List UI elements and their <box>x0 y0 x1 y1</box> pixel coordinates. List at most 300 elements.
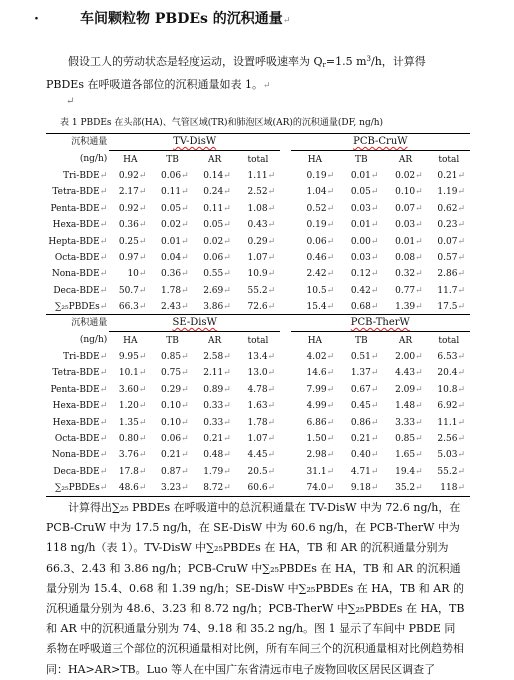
table-row <box>46 201 470 217</box>
return-mark-icon: ↵ <box>370 170 379 181</box>
return-mark-icon: ↵ <box>138 269 147 280</box>
table-cell: 1.50↵ <box>306 433 335 444</box>
return-mark-icon: ↵ <box>326 269 335 280</box>
return-mark-icon: ↵ <box>99 302 108 313</box>
return-mark-icon: ↵ <box>267 450 276 461</box>
row-header: 沉积通量 <box>46 315 109 332</box>
return-mark-icon: ↵ <box>223 302 231 313</box>
table-cell: 2.11↵ <box>203 368 231 379</box>
table-cell: 2.56↵ <box>437 433 465 444</box>
return-mark-icon: ↵ <box>370 220 379 231</box>
table-cell: 0.89↵ <box>203 384 231 395</box>
return-mark-icon: ↵ <box>370 433 379 444</box>
table-cell: 0.01↵ <box>161 236 189 247</box>
table-cell: 3.33↵ <box>395 417 423 428</box>
row-label: Penta-BDE↵ <box>50 203 108 214</box>
column-gap <box>280 431 291 447</box>
row-label: Deca-BDE↵ <box>53 285 108 296</box>
return-mark-icon: ↵ <box>223 236 231 247</box>
column-gap <box>280 233 291 249</box>
m-superscript: 3 <box>366 55 371 63</box>
return-mark-icon: ↵ <box>370 401 379 412</box>
return-mark-icon: ↵ <box>415 302 423 313</box>
table-cell: 0.43↵ <box>247 220 276 231</box>
row-label: Hexa-BDE↵ <box>52 220 108 231</box>
table-cell: 0.29↵ <box>247 236 276 247</box>
return-mark-icon: ↵ <box>99 285 108 296</box>
table-cell: 17.5↵ <box>437 302 465 313</box>
bullet-icon: · <box>34 11 39 27</box>
return-mark-icon: ↵ <box>370 269 379 280</box>
return-mark-icon: ↵ <box>181 417 189 428</box>
table-cell: 0.04↵ <box>161 252 189 263</box>
table-cell: 0.03↵ <box>350 252 379 263</box>
return-mark-icon: ↵ <box>181 433 189 444</box>
table-caption: 表 1 PBDEs 在头部(HA)、气管区域(TR)和肺泡区域(AR)的沉积通量(DF, ng/h) <box>60 118 384 128</box>
return-mark-icon: ↵ <box>181 351 189 362</box>
table-row <box>46 168 470 184</box>
table-cell: 4.78↵ <box>247 384 276 395</box>
return-mark-icon: ↵ <box>138 351 147 362</box>
return-mark-icon: ↵ <box>138 220 147 231</box>
table-cell: 1.39↵ <box>395 302 423 313</box>
table-cell: 48.6↵ <box>109 480 151 497</box>
return-mark-icon: ↵ <box>370 417 379 428</box>
table-cell: 0.77↵ <box>395 285 423 296</box>
table-cell: 0.19↵ <box>306 170 335 181</box>
row-label: Hexa-BDE↵ <box>52 417 108 428</box>
return-mark-icon: ↵ <box>181 269 189 280</box>
return-mark-icon: ↵ <box>99 236 108 247</box>
table-cell: 50.7↵ <box>118 285 147 296</box>
return-mark-icon: ↵ <box>370 483 379 494</box>
return-mark-icon: ↵ <box>181 220 189 231</box>
table-cell: 55.2↵ <box>247 285 276 296</box>
return-mark-icon: ↵ <box>457 302 465 313</box>
return-mark-icon: ↵ <box>99 450 108 461</box>
return-mark-icon: ↵ <box>99 203 108 214</box>
return-mark-icon: ↵ <box>370 351 379 362</box>
table-cell: 4.43↵ <box>395 368 423 379</box>
table-cell: 0.03↵ <box>395 220 423 231</box>
table-cell: 6.92↵ <box>437 401 465 412</box>
return-mark-icon: ↵ <box>415 384 423 395</box>
table-cell: 0.07↵ <box>395 203 423 214</box>
table-row <box>46 299 470 315</box>
return-mark-icon: ↵ <box>370 236 379 247</box>
row-label: Tetra-BDE↵ <box>52 187 108 198</box>
return-mark-icon: ↵ <box>326 466 335 477</box>
return-mark-icon: ↵ <box>223 384 231 395</box>
return-mark-icon: ↵ <box>99 269 108 280</box>
return-mark-icon: ↵ <box>138 368 147 379</box>
table-cell: 3.86↵ <box>203 302 231 313</box>
table-cell: 0.21↵ <box>350 433 379 444</box>
return-mark-icon: ↵ <box>99 384 108 395</box>
return-mark-icon: ↵ <box>181 252 189 263</box>
table-cell: 10.9↵ <box>247 269 276 280</box>
return-mark-icon: ↵ <box>326 450 335 461</box>
return-mark-icon: ↵ <box>223 285 231 296</box>
return-mark-icon: ↵ <box>181 483 189 494</box>
table-cell: 13.0↵ <box>247 368 276 379</box>
table-cell: 10↵ <box>127 269 147 280</box>
table-cell: 1.78↵ <box>247 417 276 428</box>
table-cell: 10.5↵ <box>306 285 335 296</box>
table-cell: 0.07↵ <box>437 236 465 247</box>
return-mark-icon: ↵ <box>181 187 189 198</box>
table-cell: 0.05↵ <box>350 187 379 198</box>
table-cell: 5.03↵ <box>437 450 465 461</box>
row-label: Nona-BDE↵ <box>51 450 108 461</box>
return-mark-icon: ↵ <box>326 170 335 181</box>
table-cell: 11.7↵ <box>437 285 465 296</box>
table-cell: 0.42↵ <box>350 285 379 296</box>
table-row <box>46 250 470 266</box>
table-cell: 2.42↵ <box>306 269 335 280</box>
return-mark-icon: ↵ <box>267 351 276 362</box>
return-mark-icon: ↵ <box>326 368 335 379</box>
col-header: HA <box>307 154 323 165</box>
column-gap <box>280 414 291 430</box>
table-cell: 0.06↵ <box>161 170 189 181</box>
return-mark-icon: ↵ <box>326 417 335 428</box>
col-header: HA <box>123 335 138 346</box>
return-mark-icon: ↵ <box>457 351 465 362</box>
return-mark-icon: ↵ <box>262 81 271 91</box>
return-mark-icon: ↵ <box>415 483 423 494</box>
return-mark-icon: ↵ <box>415 187 423 198</box>
table-cell: 2.86↵ <box>437 269 465 280</box>
return-mark-icon: ↵ <box>267 417 276 428</box>
table-cell: 20.5↵ <box>247 466 276 477</box>
table-cell: 0.03↵ <box>350 203 379 214</box>
table-cell: 14.6↵ <box>306 368 335 379</box>
return-mark-icon: ↵ <box>457 220 465 231</box>
table-cell: 15.4↵ <box>306 302 335 313</box>
table-row <box>46 480 470 497</box>
table-cell: 0.62↵ <box>437 203 465 214</box>
return-mark-icon: ↵ <box>138 433 147 444</box>
return-mark-icon: ↵ <box>99 220 108 231</box>
table-cell: 1.35↵ <box>118 417 147 428</box>
return-mark-icon: ↵ <box>223 203 231 214</box>
group-header-right: PCB-CruW <box>291 134 470 151</box>
return-mark-icon: ↵ <box>138 483 147 494</box>
row-label: Hexa-BDE↵ <box>52 401 108 412</box>
return-mark-icon: ↵ <box>99 368 108 379</box>
return-mark-icon: ↵ <box>457 187 465 198</box>
table-cell: 0.10↵ <box>161 401 189 412</box>
return-mark-icon: ↵ <box>415 401 423 412</box>
table-cell: 1.07↵ <box>247 433 276 444</box>
return-mark-icon: ↵ <box>326 351 335 362</box>
table-cell: 0.25↵ <box>118 236 147 247</box>
table-cell: 9.18↵ <box>339 480 383 497</box>
col-header: TB <box>354 335 368 346</box>
paragraph-mark-icon: ↵ <box>66 96 75 107</box>
table-cell: 1.63↵ <box>247 401 276 412</box>
row-label: Tri-BDE↵ <box>63 170 108 181</box>
table-cell: 0.46↵ <box>306 252 335 263</box>
column-gap <box>280 464 291 480</box>
return-mark-icon: ↵ <box>457 483 465 494</box>
table-cell: 20.4↵ <box>437 368 465 379</box>
return-mark-icon: ↵ <box>223 368 231 379</box>
return-mark-icon: ↵ <box>370 384 379 395</box>
return-mark-icon: ↵ <box>326 187 335 198</box>
col-header: TB <box>354 154 368 165</box>
column-gap <box>280 283 291 299</box>
row-label: ∑₂₅PBDEs↵ <box>55 302 108 313</box>
table-cell: 4.45↵ <box>247 450 276 461</box>
return-mark-icon: ↵ <box>415 220 423 231</box>
return-mark-icon: ↵ <box>138 417 147 428</box>
return-mark-icon: ↵ <box>181 450 189 461</box>
group-header-left: SE-DisW <box>109 315 280 332</box>
col-header: TB <box>166 154 179 165</box>
row-label: Hepta-BDE↵ <box>48 236 108 247</box>
table-cell: 60.6↵ <box>236 480 280 497</box>
column-gap <box>280 299 291 315</box>
table-cell: 11.1↵ <box>437 417 465 428</box>
heading-text: 车间颗粒物 PBDEs 的沉积通量 <box>80 11 283 27</box>
table-cell: 2.17↵ <box>118 187 147 198</box>
table-cell: 10.8↵ <box>437 384 465 395</box>
return-mark-icon: ↵ <box>138 285 147 296</box>
row-label: Nona-BDE↵ <box>51 269 108 280</box>
table-row <box>46 447 470 463</box>
return-mark-icon: ↵ <box>370 252 379 263</box>
table-row <box>46 398 470 414</box>
table-cell: 0.21↵ <box>161 450 189 461</box>
return-mark-icon: ↵ <box>138 450 147 461</box>
table-cell: 0.12↵ <box>350 269 379 280</box>
column-gap <box>280 201 291 217</box>
table-cell: 0.11↵ <box>203 203 231 214</box>
return-mark-icon: ↵ <box>223 433 231 444</box>
table-cell: 2.58↵ <box>203 351 231 362</box>
return-mark-icon: ↵ <box>138 384 147 395</box>
column-gap <box>280 349 291 365</box>
table-row <box>46 283 470 299</box>
table-cell: 0.02↵ <box>395 170 423 181</box>
return-mark-icon: ↵ <box>181 285 189 296</box>
col-header: total <box>247 154 269 165</box>
return-mark-icon: ↵ <box>457 203 465 214</box>
table-cell: 0.67↵ <box>350 384 379 395</box>
table-cell: 0.80↵ <box>118 433 147 444</box>
table-cell: 0.21↵ <box>203 433 231 444</box>
table-row <box>46 431 470 447</box>
column-gap <box>280 398 291 414</box>
return-mark-icon: ↵ <box>267 384 276 395</box>
table-cell: 0.24↵ <box>203 187 231 198</box>
column-gap <box>280 184 291 200</box>
return-mark-icon: ↵ <box>326 252 335 263</box>
return-mark-icon: ↵ <box>457 384 465 395</box>
return-mark-icon: ↵ <box>99 417 108 428</box>
table-cell: 0.45↵ <box>350 401 379 412</box>
return-mark-icon: ↵ <box>326 401 335 412</box>
table-cell: 0.33↵ <box>203 417 231 428</box>
return-mark-icon: ↵ <box>223 483 231 494</box>
return-mark-icon: ↵ <box>457 368 465 379</box>
return-mark-icon: ↵ <box>415 252 423 263</box>
return-mark-icon: ↵ <box>370 450 379 461</box>
table-cell: 2.98↵ <box>306 450 335 461</box>
table-cell: 0.05↵ <box>161 203 189 214</box>
return-mark-icon: ↵ <box>415 236 423 247</box>
return-mark-icon: ↵ <box>99 187 108 198</box>
return-mark-icon: ↵ <box>223 466 231 477</box>
return-mark-icon: ↵ <box>267 466 276 477</box>
intro-paragraph <box>46 50 466 96</box>
table-cell: 0.06↵ <box>203 252 231 263</box>
table-cell: 0.11↵ <box>161 187 189 198</box>
return-mark-icon: ↵ <box>223 351 231 362</box>
table-cell: 1.78↵ <box>161 285 189 296</box>
intro-text-2: =1.5 m <box>325 55 367 68</box>
table-cell: 2.09↵ <box>395 384 423 395</box>
table-row <box>46 266 470 282</box>
table-cell: 0.10↵ <box>395 187 423 198</box>
table-cell: 0.57↵ <box>437 252 465 263</box>
return-mark-icon: ↵ <box>370 203 379 214</box>
return-mark-icon: ↵ <box>138 466 147 477</box>
table-cell: 1.08↵ <box>247 203 276 214</box>
return-mark-icon: ↵ <box>99 401 108 412</box>
return-mark-icon: ↵ <box>138 401 147 412</box>
return-mark-icon: ↵ <box>326 285 335 296</box>
table-cell: 66.3↵ <box>118 302 147 313</box>
table-cell: 72.6↵ <box>247 302 276 313</box>
return-mark-icon: ↵ <box>181 302 189 313</box>
return-mark-icon: ↵ <box>415 269 423 280</box>
row-label: Tetra-BDE↵ <box>52 368 108 379</box>
body-paragraph: 计算得出∑₂₅ PBDEs 在呼吸道中的总沉积通量在 TV-DisW 中为 72.6 ng/h，在 PCB-CruW 中为 17.5 ng/h，在 SE-DisW 中为 60.6 ng/h，在 PCB-TherW 中为 118 ng/h（表 1）。TV-DisW 中∑₂₅PBDEs 在 HA，TB 和 AR 的沉积通量分别为 66.3、2.43 和 3.86 ng/h；PCB-CruW 中∑₂₅PBDEs 在 HA，TB 和 AR 的沉积通量分别为 15.4、0.68 和 1.39 ng/h；SE-DisW 中∑₂₅PBDEs 在 HA，TB 和 AR 的沉积通量分别为 48.6、3.23 和 8.72 ng/h；PCB-TherW 中∑₂₅PBDEs 在 HA，TB 和 AR 中的沉积通量分别为 74、9.18 和 35.2 ng/h。图 1 显示了车间中 PBDE 同系物在呼吸道三个部位的沉积通量相对比例，所有车间三个的沉积通量相对比例趋势相同：HA>AR>TB。Luo 等人在中国广东省清远市电子废物回收区居民区调查了 <box>46 501 465 676</box>
return-mark-icon: ↵ <box>326 483 335 494</box>
return-mark-icon: ↵ <box>326 236 335 247</box>
col-header: total <box>438 335 460 346</box>
return-mark-icon: ↵ <box>415 285 423 296</box>
table-cell: 0.68↵ <box>350 302 379 313</box>
return-mark-icon: ↵ <box>267 252 276 263</box>
col-header: AR <box>208 154 222 165</box>
return-mark-icon: ↵ <box>370 368 379 379</box>
return-mark-icon: ↵ <box>267 433 276 444</box>
table-cell: 0.52↵ <box>306 203 335 214</box>
table-cell: 0.05↵ <box>203 220 231 231</box>
table-cell: 0.00↵ <box>350 236 379 247</box>
table-cell: 1.79↵ <box>203 466 231 477</box>
table-cell: 0.06↵ <box>306 236 335 247</box>
table-cell: 0.55↵ <box>203 269 231 280</box>
row-header-unit: (ng/h) <box>79 335 108 346</box>
return-mark-icon: ↵ <box>326 302 335 313</box>
return-mark-icon: ↵ <box>267 187 276 198</box>
table-cell: 9.95↵ <box>118 351 147 362</box>
table-row <box>46 233 470 249</box>
row-label: Penta-BDE↵ <box>50 384 108 395</box>
table-cell: 1.37↵ <box>350 368 379 379</box>
return-mark-icon: ↵ <box>267 401 276 412</box>
table-cell: 74.0↵ <box>291 480 340 497</box>
table-cell: 19.4↵ <box>395 466 423 477</box>
return-mark-icon: ↵ <box>99 252 108 263</box>
table-cell: 4.02↵ <box>306 351 335 362</box>
return-mark-icon: ↵ <box>223 187 231 198</box>
table-cell: 0.33↵ <box>203 401 231 412</box>
table-row <box>46 382 470 398</box>
table-cell: 0.10↵ <box>161 417 189 428</box>
return-mark-icon: ↵ <box>138 236 147 247</box>
return-mark-icon: ↵ <box>267 368 276 379</box>
deposition-flux-table-2 <box>46 314 470 497</box>
table-cell: 1.65↵ <box>395 450 423 461</box>
group-header-right: PCB-TherW <box>291 315 470 332</box>
column-gap <box>280 250 291 266</box>
table-cell: 0.01↵ <box>350 220 379 231</box>
return-mark-icon: ↵ <box>99 351 108 362</box>
table-cell: 55.2↵ <box>437 466 465 477</box>
row-label: Octa-BDE↵ <box>54 252 108 263</box>
return-mark-icon: ↵ <box>457 269 465 280</box>
table-cell: 6.86↵ <box>306 417 335 428</box>
table-cell: 0.75↵ <box>161 368 189 379</box>
table-cell: 6.53↵ <box>437 351 465 362</box>
return-mark-icon: ↵ <box>138 203 147 214</box>
row-label: Octa-BDE↵ <box>54 433 108 444</box>
return-mark-icon: ↵ <box>138 187 147 198</box>
return-mark-icon: ↵ <box>267 203 276 214</box>
return-mark-icon: ↵ <box>267 236 276 247</box>
table-cell: 7.99↵ <box>306 384 335 395</box>
return-mark-icon: ↵ <box>326 384 335 395</box>
table-cell: 1.19↵ <box>437 187 465 198</box>
column-gap <box>280 480 291 497</box>
table-cell: 0.97↵ <box>118 252 147 263</box>
table-cell: 0.19↵ <box>306 220 335 231</box>
table-cell: 0.36↵ <box>161 269 189 280</box>
table-cell: 2.00↵ <box>395 351 423 362</box>
return-mark-icon: ↵ <box>181 368 189 379</box>
table-cell: 35.2↵ <box>383 480 427 497</box>
return-mark-icon: ↵ <box>223 220 231 231</box>
return-mark-icon: ↵ <box>267 269 276 280</box>
table-cell: 3.60↵ <box>118 384 147 395</box>
table-row <box>46 217 470 233</box>
table-cell: 118↵ <box>428 480 470 497</box>
table-cell: 0.23↵ <box>437 220 465 231</box>
column-gap <box>280 168 291 184</box>
deposition-flux-table-1 <box>46 133 470 315</box>
table-cell: 0.06↵ <box>161 433 189 444</box>
return-mark-icon: ↵ <box>415 368 423 379</box>
return-mark-icon: ↵ <box>457 285 465 296</box>
return-mark-icon: ↵ <box>181 203 189 214</box>
q-subscript: r <box>322 61 326 69</box>
table-cell: 0.01↵ <box>395 236 423 247</box>
intro-text-3: /h，计算得 PBDEs 在呼吸道各部位的沉积通量如表 1。 <box>46 55 426 91</box>
group-header-left: TV-DisW <box>109 134 280 151</box>
return-mark-icon: ↵ <box>99 170 108 181</box>
return-mark-icon: ↵ <box>415 351 423 362</box>
table-cell: 3.23↵ <box>151 480 193 497</box>
table-cell: 0.40↵ <box>350 450 379 461</box>
table-row <box>46 184 470 200</box>
table-cell: 2.52↵ <box>247 187 276 198</box>
